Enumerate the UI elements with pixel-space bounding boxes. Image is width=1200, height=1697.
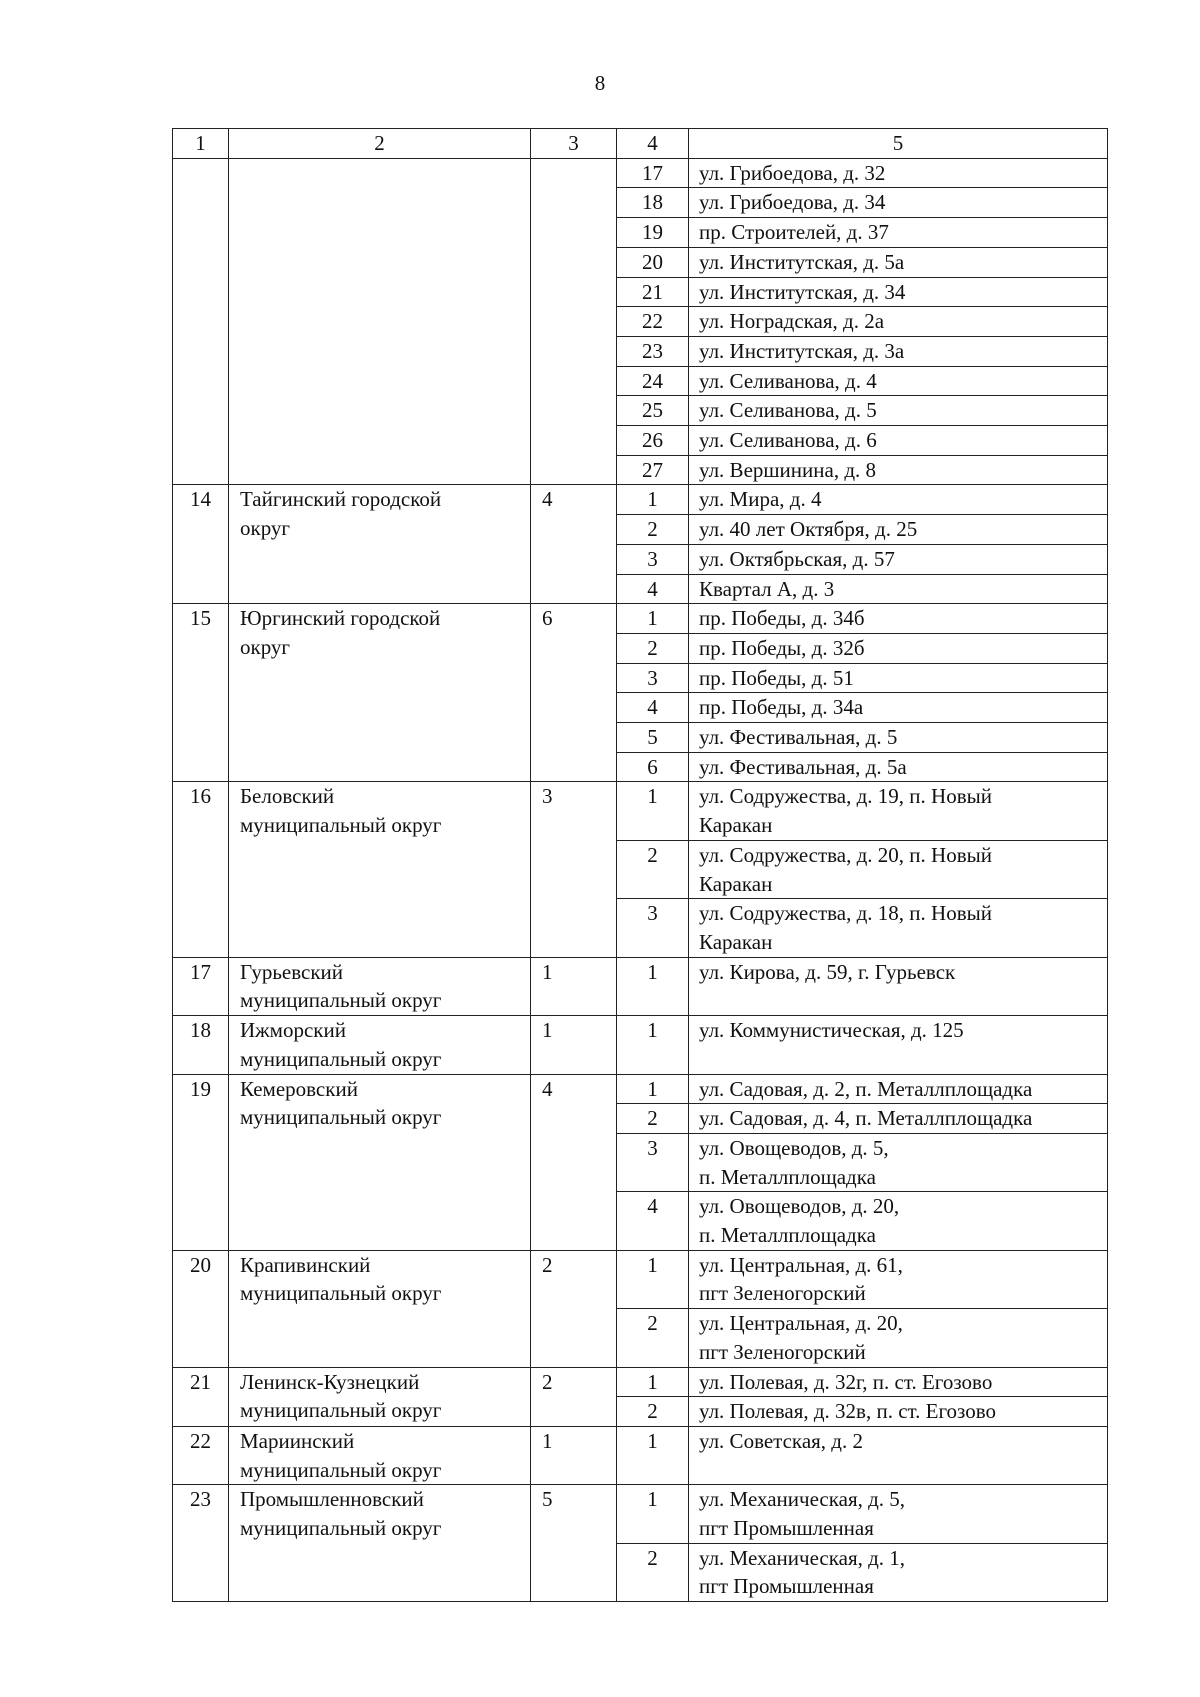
address-cell: пр. Строителей, д. 37 xyxy=(689,218,1108,248)
address-number-cell: 1 xyxy=(617,485,689,515)
address-number-cell: 2 xyxy=(617,633,689,663)
district-number-cell: 21 xyxy=(173,1367,229,1426)
address-cell: ул. Грибоедова, д. 32 xyxy=(689,158,1108,188)
address-cell: ул. Селиванова, д. 6 xyxy=(689,426,1108,456)
district-number-cell: 18 xyxy=(173,1016,229,1074)
address-number-cell: 1 xyxy=(617,1074,689,1104)
district-name-cell: Юргинский городской округ xyxy=(229,604,531,782)
address-cell: ул. Содружества, д. 18, п. Новый Каракан xyxy=(689,899,1108,957)
address-cell: ул. Содружества, д. 20, п. Новый Каракан xyxy=(689,840,1108,898)
address-number-cell: 5 xyxy=(617,723,689,753)
address-cell: ул. Советская, д. 2 xyxy=(689,1426,1108,1484)
address-cell: ул. Селиванова, д. 5 xyxy=(689,396,1108,426)
address-number-cell: 1 xyxy=(617,1485,689,1543)
address-count-cell: 4 xyxy=(531,1074,617,1250)
district-name-cell: Беловский муниципальный округ xyxy=(229,782,531,957)
address-number-cell: 2 xyxy=(617,840,689,898)
district-number-cell: 17 xyxy=(173,957,229,1015)
address-cell: ул. Институтская, д. 34 xyxy=(689,277,1108,307)
address-count-cell: 6 xyxy=(531,604,617,782)
address-number-cell: 23 xyxy=(617,336,689,366)
address-cell: ул. Садовая, д. 2, п. Металлплощадка xyxy=(689,1074,1108,1104)
district-number-cell: 22 xyxy=(173,1426,229,1484)
address-cell: ул. Институтская, д. 5а xyxy=(689,247,1108,277)
address-number-cell: 1 xyxy=(617,1367,689,1397)
district-number-cell: 19 xyxy=(173,1074,229,1250)
district-number-cell: 15 xyxy=(173,604,229,782)
district-name-cell: Крапивинский муниципальный округ xyxy=(229,1250,531,1367)
address-cell: пр. Победы, д. 51 xyxy=(689,663,1108,693)
address-cell: ул. Коммунистическая, д. 125 xyxy=(689,1016,1108,1074)
address-number-cell: 3 xyxy=(617,1133,689,1191)
addresses-table xyxy=(172,128,1108,1602)
header-cell: 1 xyxy=(173,129,229,159)
table-body xyxy=(173,129,1108,1602)
address-count-cell: 2 xyxy=(531,1250,617,1367)
address-count-cell xyxy=(531,158,617,485)
address-count-cell: 3 xyxy=(531,782,617,957)
address-number-cell: 2 xyxy=(617,1543,689,1601)
address-cell: ул. Полевая, д. 32в, п. ст. Егозово xyxy=(689,1397,1108,1427)
district-number-cell: 23 xyxy=(173,1485,229,1602)
address-number-cell: 2 xyxy=(617,1104,689,1134)
address-number-cell: 25 xyxy=(617,396,689,426)
table-row xyxy=(173,1250,1108,1308)
address-cell: ул. Овощеводов, д. 5, п. Металлплощадка xyxy=(689,1133,1108,1191)
address-number-cell: 1 xyxy=(617,1016,689,1074)
address-cell: ул. Механическая, д. 5, пгт Промышленная xyxy=(689,1485,1108,1543)
address-number-cell: 4 xyxy=(617,1192,689,1250)
address-count-cell: 5 xyxy=(531,1485,617,1602)
address-count-cell: 1 xyxy=(531,1016,617,1074)
district-name-cell: Кемеровский муниципальный округ xyxy=(229,1074,531,1250)
table-row xyxy=(173,957,1108,1015)
address-count-cell: 4 xyxy=(531,485,617,604)
address-cell: ул. Фестивальная, д. 5 xyxy=(689,723,1108,753)
address-count-cell: 1 xyxy=(531,957,617,1015)
address-cell: ул. Механическая, д. 1, пгт Промышленная xyxy=(689,1543,1108,1601)
address-cell: пр. Победы, д. 32б xyxy=(689,633,1108,663)
address-cell: ул. Селиванова, д. 4 xyxy=(689,366,1108,396)
address-number-cell: 1 xyxy=(617,782,689,840)
address-cell: пр. Победы, д. 34а xyxy=(689,693,1108,723)
address-cell: пр. Победы, д. 34б xyxy=(689,604,1108,634)
address-cell: ул. Институтская, д. 3а xyxy=(689,336,1108,366)
address-cell: ул. Кирова, д. 59, г. Гурьевск xyxy=(689,957,1108,1015)
address-number-cell: 1 xyxy=(617,604,689,634)
address-number-cell: 1 xyxy=(617,1250,689,1308)
address-number-cell: 2 xyxy=(617,1397,689,1427)
address-cell: ул. Грибоедова, д. 34 xyxy=(689,188,1108,218)
district-name-cell: Ленинск-Кузнецкий муниципальный округ xyxy=(229,1367,531,1426)
address-number-cell: 27 xyxy=(617,455,689,485)
table-row xyxy=(173,485,1108,515)
address-number-cell: 3 xyxy=(617,544,689,574)
address-number-cell: 17 xyxy=(617,158,689,188)
table-row xyxy=(173,604,1108,634)
address-cell: ул. Ноградская, д. 2а xyxy=(689,307,1108,337)
page-number: 8 xyxy=(594,71,606,95)
table-header-row xyxy=(173,129,1108,159)
header-cell: 4 xyxy=(617,129,689,159)
address-number-cell: 4 xyxy=(617,574,689,604)
address-cell: ул. Овощеводов, д. 20, п. Металлплощадка xyxy=(689,1192,1108,1250)
district-name-cell: Ижморский муниципальный округ xyxy=(229,1016,531,1074)
district-name-cell xyxy=(229,158,531,485)
address-cell: ул. Содружества, д. 19, п. Новый Каракан xyxy=(689,782,1108,840)
address-number-cell: 22 xyxy=(617,307,689,337)
address-number-cell: 3 xyxy=(617,663,689,693)
district-number-cell: 14 xyxy=(173,485,229,604)
header-cell: 5 xyxy=(689,129,1108,159)
address-cell: ул. Полевая, д. 32г, п. ст. Егозово xyxy=(689,1367,1108,1397)
table-row xyxy=(173,1485,1108,1543)
address-number-cell: 1 xyxy=(617,1426,689,1484)
address-number-cell: 20 xyxy=(617,247,689,277)
table-row xyxy=(173,782,1108,840)
district-number-cell: 16 xyxy=(173,782,229,957)
table-row xyxy=(173,1367,1108,1397)
address-number-cell: 26 xyxy=(617,426,689,456)
address-count-cell: 1 xyxy=(531,1426,617,1484)
district-name-cell: Промышленновский муниципальный округ xyxy=(229,1485,531,1602)
address-cell: ул. Вершинина, д. 8 xyxy=(689,455,1108,485)
district-name-cell: Тайгинский городской округ xyxy=(229,485,531,604)
address-number-cell: 19 xyxy=(617,218,689,248)
address-count-cell: 2 xyxy=(531,1367,617,1426)
address-cell: ул. Октябрьская, д. 57 xyxy=(689,544,1108,574)
table-row xyxy=(173,1074,1108,1104)
address-number-cell: 2 xyxy=(617,1309,689,1367)
address-number-cell: 2 xyxy=(617,515,689,545)
address-number-cell: 4 xyxy=(617,693,689,723)
address-number-cell: 18 xyxy=(617,188,689,218)
header-cell: 3 xyxy=(531,129,617,159)
district-number-cell: 20 xyxy=(173,1250,229,1367)
address-number-cell: 24 xyxy=(617,366,689,396)
table-row xyxy=(173,158,1108,188)
address-number-cell: 21 xyxy=(617,277,689,307)
address-number-cell: 6 xyxy=(617,752,689,782)
table-row xyxy=(173,1426,1108,1484)
header-cell: 2 xyxy=(229,129,531,159)
address-cell: ул. Садовая, д. 4, п. Металлплощадка xyxy=(689,1104,1108,1134)
district-number-cell xyxy=(173,158,229,485)
address-cell: ул. Фестивальная, д. 5а xyxy=(689,752,1108,782)
address-number-cell: 3 xyxy=(617,899,689,957)
address-cell: ул. Центральная, д. 61, пгт Зеленогорский xyxy=(689,1250,1108,1308)
table-row xyxy=(173,1016,1108,1074)
district-name-cell: Гурьевский муниципальный округ xyxy=(229,957,531,1015)
address-cell: Квартал А, д. 3 xyxy=(689,574,1108,604)
address-cell: ул. Центральная, д. 20, пгт Зеленогорский xyxy=(689,1309,1108,1367)
address-number-cell: 1 xyxy=(617,957,689,1015)
address-cell: ул. 40 лет Октября, д. 25 xyxy=(689,515,1108,545)
district-name-cell: Мариинский муниципальный округ xyxy=(229,1426,531,1484)
address-cell: ул. Мира, д. 4 xyxy=(689,485,1108,515)
